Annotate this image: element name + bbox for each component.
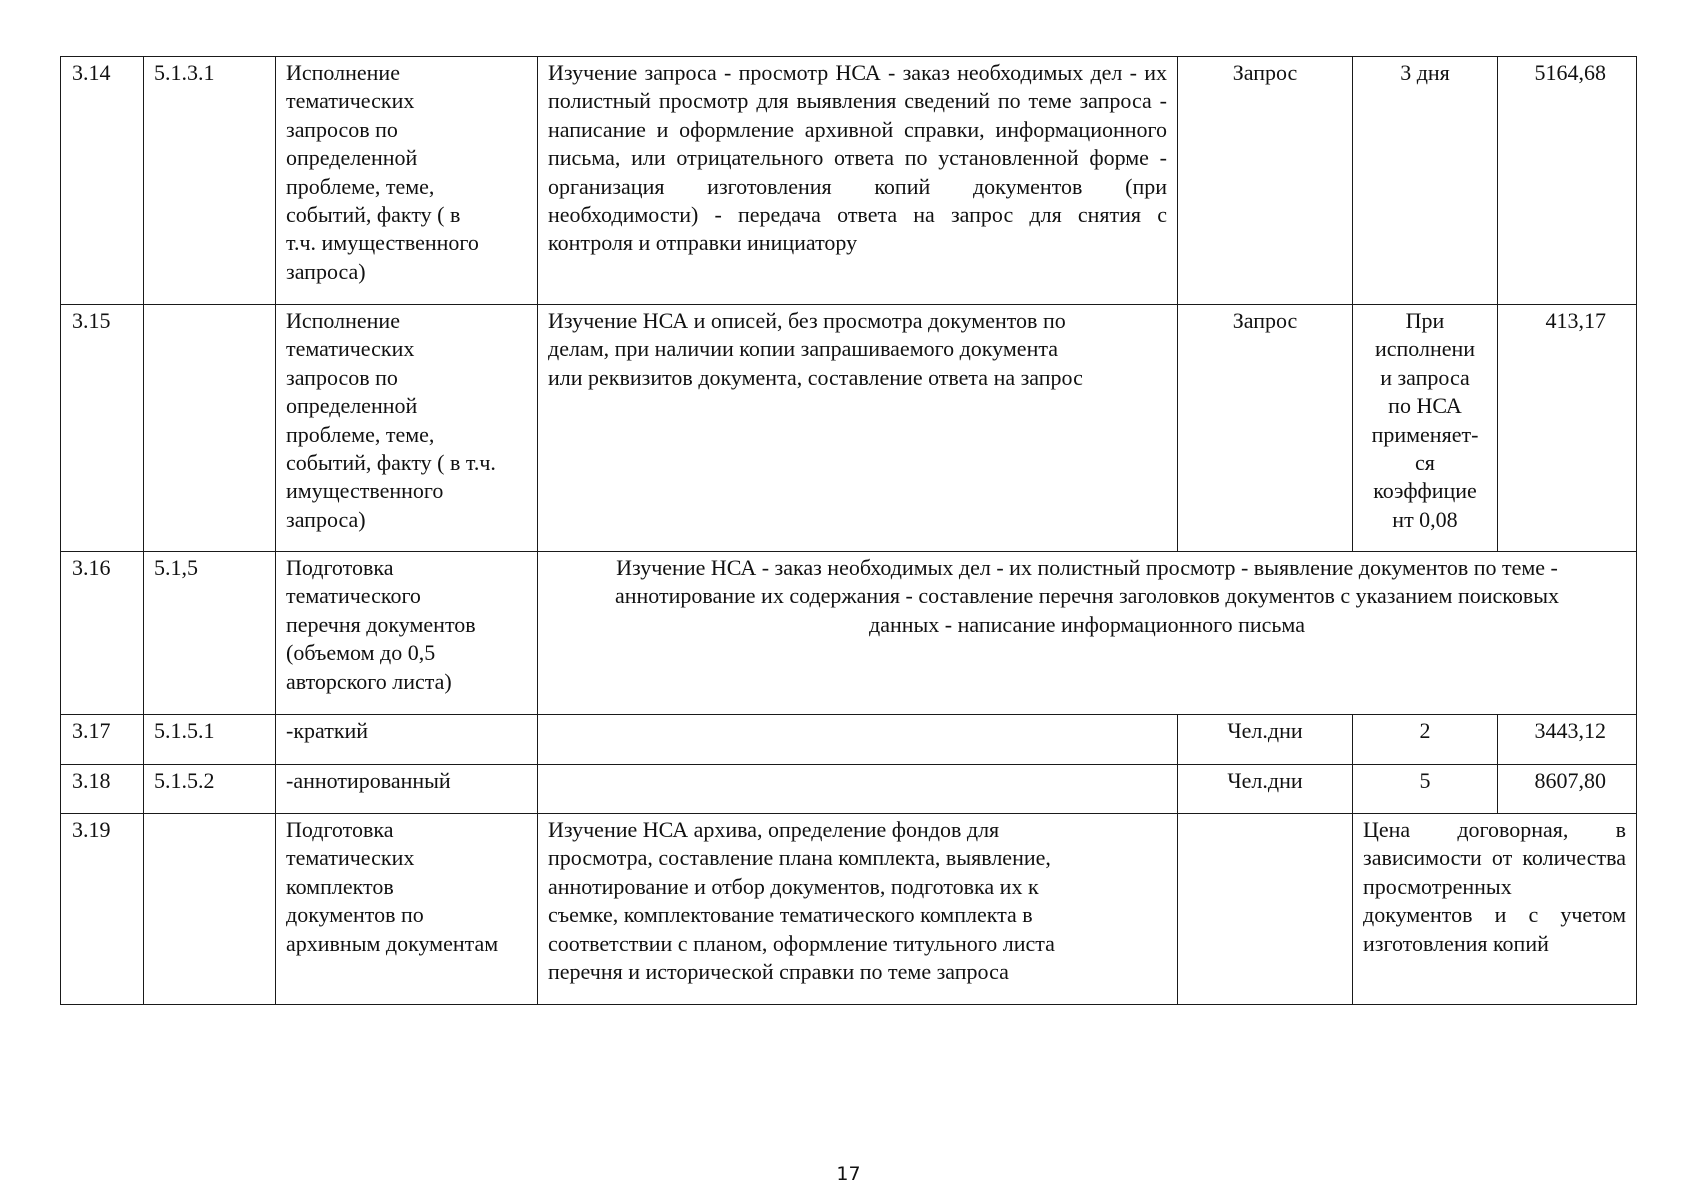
name-line: тематических: [286, 88, 415, 114]
description-line: аннотирование и отбор документов, подготовка их к: [548, 873, 1039, 899]
name-line: запроса): [286, 506, 366, 532]
row-name: [276, 57, 538, 305]
norm-line: 2: [1419, 718, 1431, 743]
name-line: событий, факту ( в: [286, 202, 461, 228]
row-unit: Запрос: [1178, 57, 1353, 305]
name-line: запроса): [286, 258, 366, 284]
row-price: 3443,12: [1498, 715, 1637, 765]
name-line: проблеме, теме,: [286, 173, 435, 199]
price-table: [60, 56, 1637, 1005]
table-row: [61, 57, 1637, 305]
description-line: съемке, комплектование тематического комплекта в: [548, 902, 1033, 928]
name-line: -краткий: [286, 718, 369, 743]
norm-line: коэффицие: [1373, 478, 1477, 504]
row-description: [538, 305, 1178, 552]
description-line: аннотирование их содержания - составление перечня заголовков документов с указанием поисковых: [614, 583, 1560, 609]
name-line: т.ч. имущественного: [286, 230, 479, 256]
row-unit: Запрос: [1178, 305, 1353, 552]
table-row: [61, 814, 1637, 1005]
row-number: 3.17: [61, 715, 144, 765]
name-line: запросов по: [286, 364, 398, 390]
table-row: [61, 305, 1637, 552]
norm-line: по НСА: [1388, 393, 1462, 419]
row-description: [538, 765, 1178, 814]
row-number: 3.15: [61, 305, 144, 552]
row-description: [538, 814, 1178, 1005]
table-row: [61, 715, 1637, 765]
description-line: Изучение НСА - заказ необходимых дел - их полистный просмотр - выявление документов по теме -: [616, 555, 1558, 580]
row-norm: [1353, 765, 1498, 814]
row-price-note: Цена договорная, в зависимости от количества просмотренных документов и с учетом изготовления копий: [1353, 814, 1637, 1005]
description-line: данных - написание информационного письма: [869, 611, 1305, 637]
table-row: [61, 552, 1637, 715]
row-number: 3.16: [61, 552, 144, 715]
name-line: тематических: [286, 336, 415, 362]
norm-line: ся: [1415, 450, 1435, 476]
name-line: тематических: [286, 845, 415, 871]
description-line: просмотра, составление плана комплекта, выявление,: [548, 845, 1051, 871]
row-norm: [1353, 715, 1498, 765]
row-name: [276, 305, 538, 552]
row-description-merged: [538, 552, 1637, 715]
row-name: [276, 765, 538, 814]
row-price: 5164,68: [1498, 57, 1637, 305]
description-line: Изучение НСА и описей, без просмотра документов по: [548, 308, 1066, 333]
norm-line: 3 дня: [1400, 60, 1450, 85]
name-line: (объемом до 0,5: [286, 640, 436, 666]
name-line: архивным документам: [286, 930, 499, 956]
name-line: тематического: [286, 583, 421, 609]
name-line: Подготовка: [286, 555, 394, 580]
name-line: документов по: [286, 902, 424, 928]
name-line: определенной: [286, 145, 418, 171]
description-line: соответствии с планом, оформление титульного листа: [548, 930, 1055, 956]
row-price: 413,17: [1498, 305, 1637, 552]
description-line: перечня и исторической справки по теме запроса: [548, 959, 1009, 985]
row-unit: Чел.дни: [1178, 765, 1353, 814]
row-description: Изучение запроса - просмотр НСА - заказ необходимых дел - их полистный просмотр для выявления сведений по теме запроса - написание и оформление архивной справки, информационного письма, или отрицательного ответа по установленной форме - организация изготовления копий документов (при необходимости) - передача ответа на запрос для снятия с контроля и отправки инициатору: [538, 57, 1178, 305]
norm-line: и запроса: [1380, 364, 1470, 390]
name-line: Исполнение: [286, 308, 400, 333]
row-name: [276, 715, 538, 765]
row-name: [276, 552, 538, 715]
row-number: 3.18: [61, 765, 144, 814]
row-name: [276, 814, 538, 1005]
name-line: событий, факту ( в т.ч.: [286, 450, 496, 476]
row-code: 5.1.3.1: [144, 57, 276, 305]
name-line: проблеме, теме,: [286, 421, 435, 447]
row-norm: [1353, 305, 1498, 552]
name-line: имущественного: [286, 478, 444, 504]
description-line: Изучение НСА архива, определение фондов для: [548, 817, 1000, 842]
row-number: 3.19: [61, 814, 144, 1005]
row-unit: Чел.дни: [1178, 715, 1353, 765]
row-norm: [1353, 57, 1498, 305]
name-line: Подготовка: [286, 817, 394, 842]
row-price: 8607,80: [1498, 765, 1637, 814]
description-line: или реквизитов документа, составление ответа на запрос: [548, 364, 1083, 390]
description-line: делам, при наличии копии запрашиваемого документа: [548, 336, 1058, 362]
row-description: [538, 715, 1178, 765]
name-line: Исполнение: [286, 60, 400, 85]
name-line: запросов по: [286, 116, 398, 142]
row-code: 5.1,5: [144, 552, 276, 715]
name-line: -аннотированный: [286, 768, 451, 793]
row-unit: [1178, 814, 1353, 1005]
norm-line: При: [1405, 308, 1445, 333]
page-number: 17: [836, 1163, 861, 1185]
row-code: 5.1.5.2: [144, 765, 276, 814]
name-line: перечня документов: [286, 611, 476, 637]
norm-line: нт 0,08: [1392, 506, 1458, 532]
row-number: 3.14: [61, 57, 144, 305]
norm-line: 5: [1419, 768, 1431, 793]
row-code: 5.1.5.1: [144, 715, 276, 765]
norm-line: исполнени: [1374, 336, 1476, 362]
norm-line: применяет-: [1371, 421, 1479, 447]
name-line: определенной: [286, 393, 418, 419]
name-line: комплектов: [286, 873, 394, 899]
table-row: [61, 765, 1637, 814]
row-code: [144, 814, 276, 1005]
row-code: [144, 305, 276, 552]
name-line: авторского листа): [286, 668, 452, 694]
